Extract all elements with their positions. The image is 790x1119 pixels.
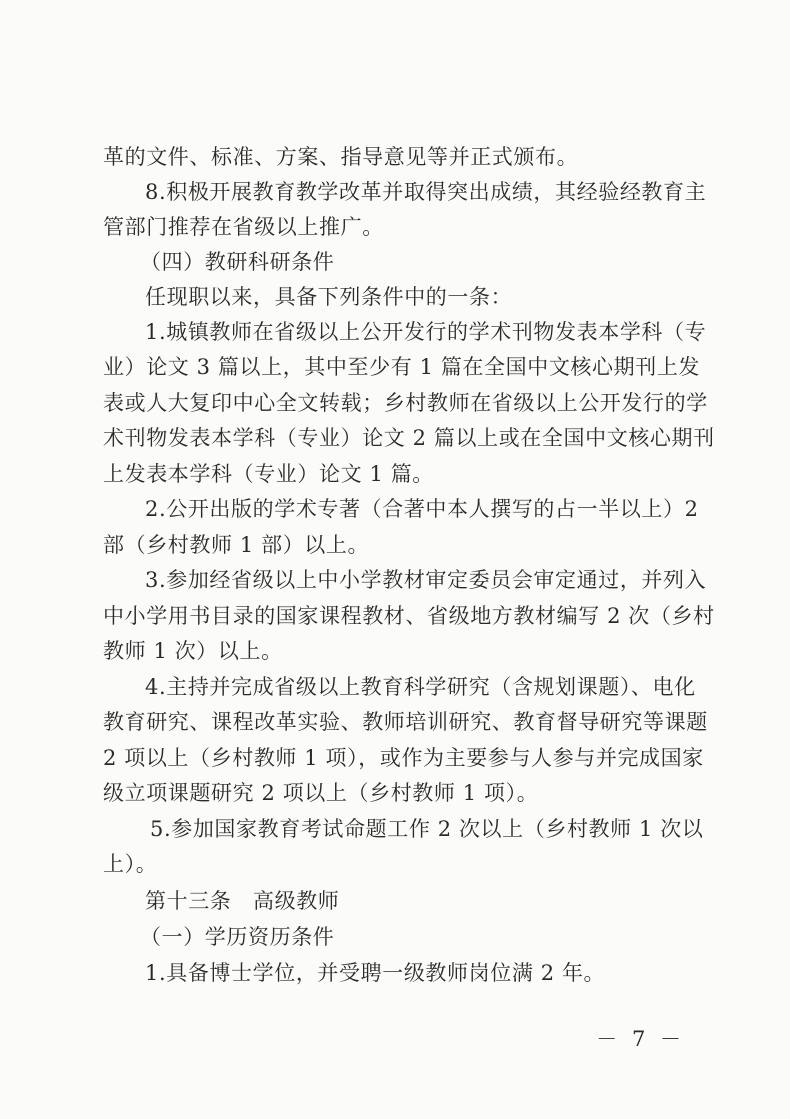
- article-heading-senior-teacher: 第十三条 高级教师: [145, 889, 340, 913]
- text-line-20: 5.参加国家教育考试命题工作 2 次以上（乡村教师 1 次以: [150, 817, 704, 841]
- section-heading-research: （四）教研科研条件: [140, 250, 335, 274]
- text-line-18: 2 项以上（乡村教师 1 项），或作为主要参与人参与并完成国家: [103, 746, 704, 770]
- text-line-3: 管部门推荐在省级以上推广。: [103, 215, 384, 239]
- text-line-6: 1.城镇教师在省级以上公开发行的学术刊物发表本学科（专: [145, 320, 707, 344]
- page-number: － 7 －: [596, 1027, 685, 1051]
- text-line-14: 中小学用书目录的国家课程教材、省级地方教材编写 2 次（乡村: [103, 604, 715, 628]
- text-line-9: 术刊物发表本学科（专业）论文 2 篇以上或在全国中文核心期刊: [103, 426, 715, 450]
- text-line-15: 教师 1 次）以上。: [103, 639, 283, 663]
- text-line-1: 革的文件、标准、方案、指导意见等并正式颁布。: [103, 145, 579, 169]
- text-line-24: 1.具备博士学位，并受聘一级教师岗位满 2 年。: [145, 961, 606, 985]
- section-heading-education: （一）学历资历条件: [140, 925, 335, 949]
- text-line-16: 4.主持并完成省级以上教育科学研究（含规划课题）、电化: [145, 675, 696, 699]
- text-line-10: 上发表本学科（专业）论文 1 篇。: [103, 462, 434, 486]
- text-line-5: 任现职以来，具备下列条件中的一条：: [145, 285, 513, 309]
- text-line-19: 级立项课题研究 2 项以上（乡村教师 1 项）。: [103, 781, 539, 805]
- text-line-8: 表或人大复印中心全文转载；乡村教师在省级以上公开发行的学: [103, 391, 708, 415]
- text-line-11: 2.公开出版的学术专著（合著中本人撰写的占一半以上）2: [145, 497, 699, 521]
- text-line-7: 业）论文 3 篇以上，其中至少有 1 篇在全国中文核心期刊上发: [103, 355, 701, 379]
- text-line-17: 教育研究、课程改革实验、教师培训研究、教育督导研究等课题: [103, 710, 708, 734]
- text-line-13: 3.参加经省级以上中小学教材审定委员会审定通过，并列入: [145, 568, 707, 592]
- text-line-2: 8.积极开展教育教学改革并取得突出成绩，其经验经教育主: [145, 180, 707, 204]
- text-line-12: 部（乡村教师 1 部）以上。: [103, 533, 370, 557]
- text-line-21: 上）。: [103, 852, 158, 876]
